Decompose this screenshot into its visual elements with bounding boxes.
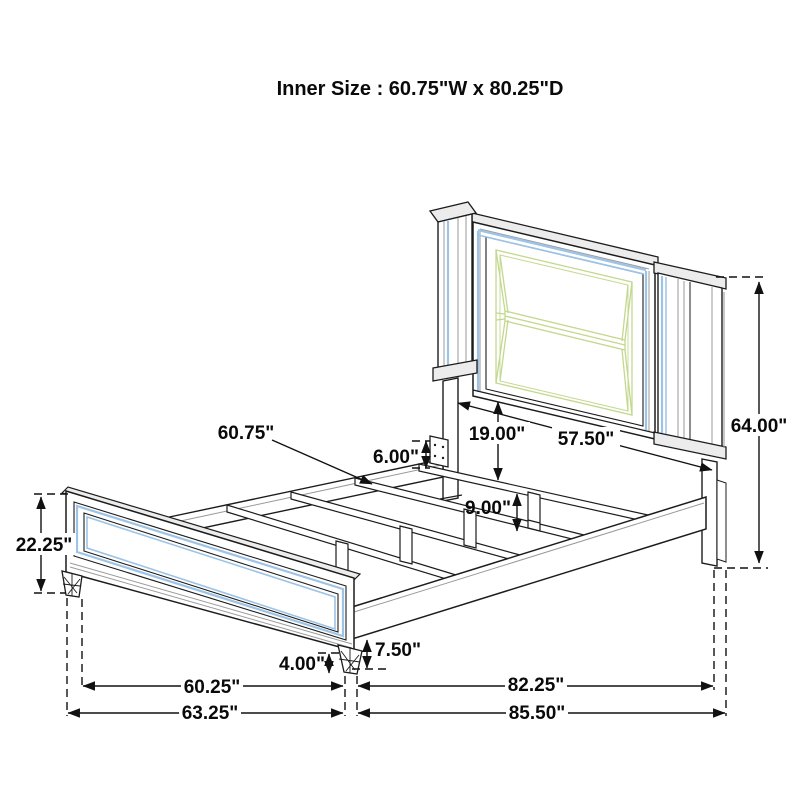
headboard-left-pillar xyxy=(438,214,472,370)
dim-label-center-leg-height: 9.00" xyxy=(465,498,511,519)
dim-label-headboard-width: 57.50" xyxy=(557,429,615,450)
dim-leader-slat-width xyxy=(272,440,372,484)
dim-label-side-rail-length: 82.25" xyxy=(507,675,565,696)
diagram-title: Inner Size : 60.75"W x 80.25"D xyxy=(276,78,564,100)
dim-label-slat-width: 60.75" xyxy=(217,423,275,444)
dim-label-footboard-height: 22.25" xyxy=(15,535,73,556)
dim-label-overall-length: 85.50" xyxy=(508,703,566,724)
rail-bracket xyxy=(430,436,448,467)
dim-label-headboard-height: 64.00" xyxy=(730,416,788,437)
dim-label-rail-clearance: 7.50" xyxy=(375,640,421,661)
dim-label-panel-to-slat: 19.00" xyxy=(468,424,526,445)
dim-label-footboard-inner-width: 60.25" xyxy=(183,677,241,698)
support-leg xyxy=(400,526,412,564)
dim-label-footboard-overall-width: 63.25" xyxy=(181,703,239,724)
support-leg xyxy=(528,492,540,531)
dim-label-bracket-height: 6.00" xyxy=(373,447,419,468)
dim-label-foot-height: 4.00" xyxy=(279,654,325,675)
